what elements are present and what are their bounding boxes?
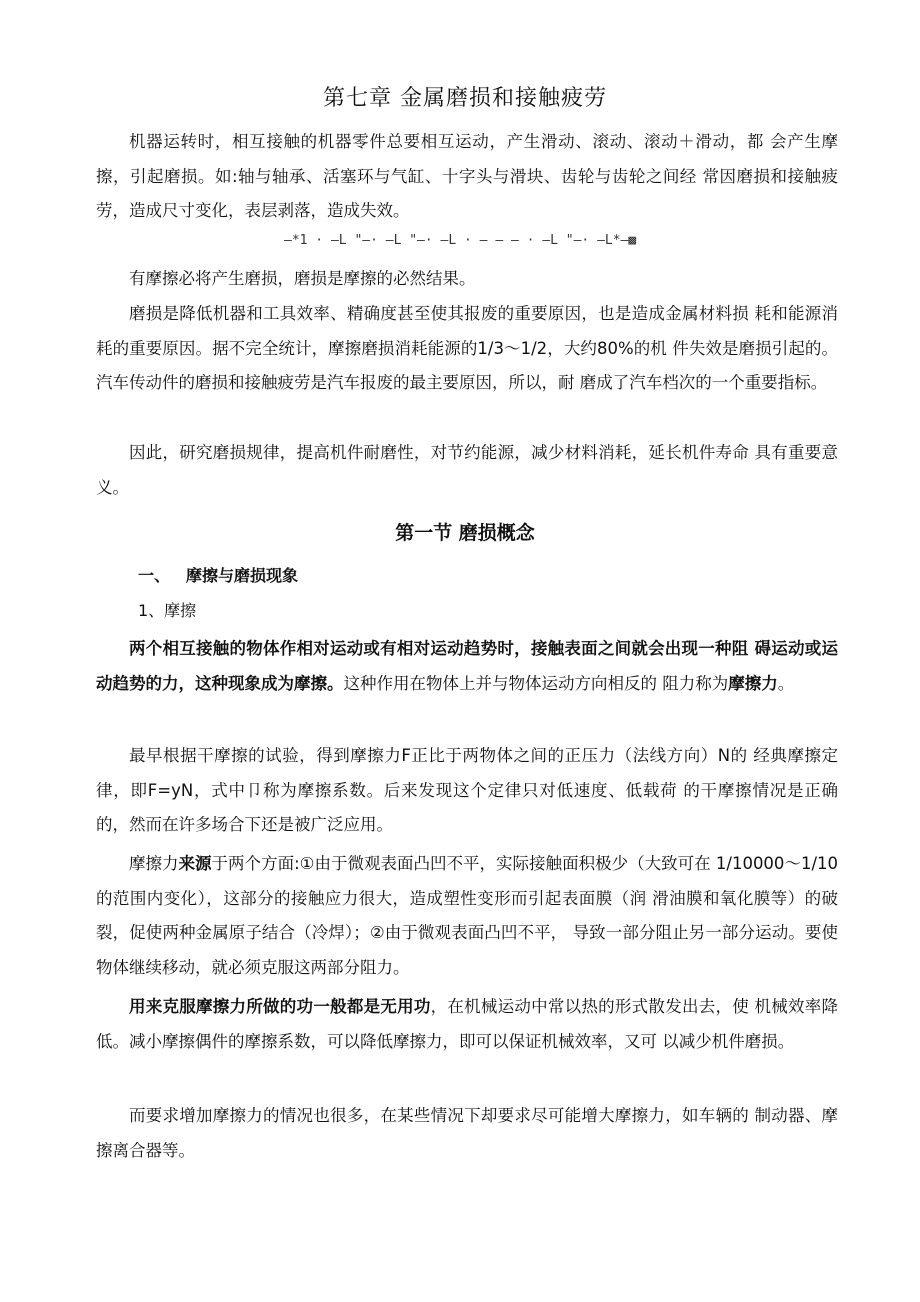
section-title: 第一节 磨损概念 bbox=[395, 522, 535, 544]
intro-paragraph-2: 有摩擦必将产生磨损，磨损是摩擦的必然结果。 bbox=[129, 269, 476, 288]
increase-friction-paragraph: 而要求增加摩擦力的情况也很多，在某些情况下却要求尽可能增大摩擦力，如车辆的 制动器、摩擦离合器等。 bbox=[96, 1106, 838, 1160]
friction-work-paragraph bbox=[96, 990, 838, 1059]
friction-source-paragraph bbox=[96, 847, 838, 985]
friction-law-paragraph: 最早根据干摩擦的试验，得到摩擦力F正比于两物体之间的正压力（法线方向）N的 经典摩擦定律，即F=yN，式中卩称为摩擦系数。后来发现这个定律只对低速度、低载荷 的干摩擦情况是正确的，然而在许多场合下还是被广泛应用。 bbox=[96, 746, 838, 834]
item-label: 1、摩擦 bbox=[138, 601, 197, 620]
intro-paragraph-1: 机器运转时，相互接触的机器零件总要相互运动，产生滑动、滚动、滚动＋滑动，都 会产生摩擦，引起磨损。如:轴与轴承、活塞环与气缸、十字头与滑块、齿轮与齿轮之间经 常因磨损和接触疲劳，造成尺寸变化，表层剥落，造成失效。 bbox=[96, 132, 838, 220]
friction-work-text: ，在机械运动中常以热的形式散发出去，使 机械效率降低。减小摩擦偶件的摩擦系数，可以降低摩擦力，即可以保证机械效率，又可 以减少机件磨损。 bbox=[96, 997, 838, 1051]
friction-definition-bold: 两个相互接触的物体作相对运动或有相对运动趋势时，接触表面之间就会出现一种阻 碍运动或运动趋势的力，这种现象成为摩擦。 bbox=[96, 639, 838, 693]
friction-definition-text: 这种作用在物体上并与物体运动方向相反的 阻力称为 bbox=[343, 673, 729, 693]
subsection-number: 一、 bbox=[138, 566, 171, 585]
friction-source-lead: 摩擦力 bbox=[129, 854, 179, 873]
chapter-title: 第七章 金属磨损和接触疲劳 bbox=[323, 86, 607, 111]
subsection-title: 摩擦与磨损现象 bbox=[186, 566, 299, 585]
friction-force-term: 摩擦力 bbox=[728, 673, 778, 693]
subsection-heading bbox=[138, 562, 298, 590]
scan-artifact-line: —*1 · —L "—· —L "—· —L · — — — · —L "—· —L*—▩ bbox=[284, 233, 637, 248]
friction-source-term: 来源 bbox=[178, 854, 212, 873]
friction-work-bold: 用来克服摩擦力所做的功一般都是无用功 bbox=[129, 997, 431, 1016]
intro-paragraph-3: 磨损是降低机器和工具效率、精确度甚至使其报废的重要原因，也是造成金属材料损 耗和能源消耗的重要原因。据不完全统计，摩擦磨损消耗能源的1/3～1/2，大约80%的机 件失效是磨损引起的。汽车传动件的磨损和接触疲劳是汽车报废的最主要原因，所以，耐 磨成了汽车档次的一个重要指标。 bbox=[96, 304, 838, 392]
intro-paragraph-4: 因此，研究磨损规律，提高机件耐磨性，对节约能源，减少材料消耗，延长机件寿命 具有重要意义。 bbox=[96, 443, 838, 497]
friction-source-text: 于两个方面:①由于微观表面凸凹不平，实际接触面积极少（大致可在 1/10000～1/10的范围内变化），这部分的接触应力很大，造成塑性变形而引起表面膜（润 滑油膜和氧化膜等）的破裂，促使两种金属原子结合（冷焊）；②由于微观表面凸凹不平， 导致一部分阻止另一部分运动。要使物体继续移动，就必须克服这两部分阻力。 bbox=[96, 854, 839, 977]
friction-definition-paragraph bbox=[96, 632, 838, 701]
friction-definition-end: 。 bbox=[777, 673, 795, 693]
